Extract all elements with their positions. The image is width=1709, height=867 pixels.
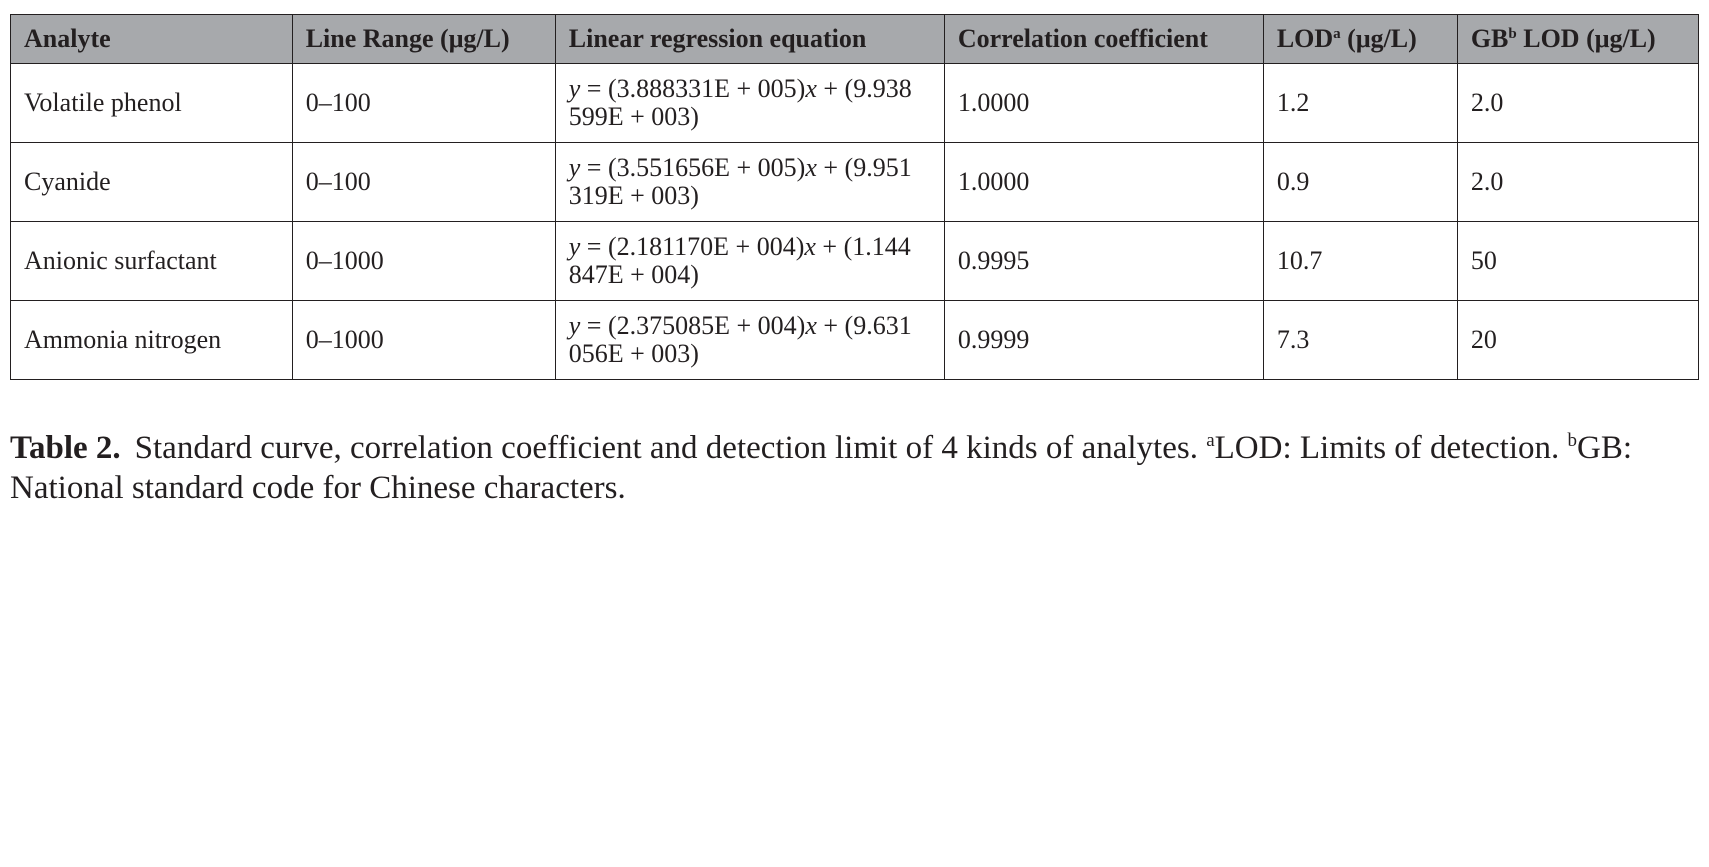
header-lod-superscript: a xyxy=(1333,26,1341,42)
equation-y: y xyxy=(568,232,581,261)
equation-slope: = (3.888331E + 005) xyxy=(580,74,806,103)
table-row xyxy=(11,301,1699,380)
cell-lod: 10.7 xyxy=(1263,222,1457,301)
equation-x: x xyxy=(805,153,817,182)
cell-analyte: Anionic surfactant xyxy=(11,222,293,301)
equation-intercept-end: 319E + 003) xyxy=(568,181,699,210)
equation-x: x xyxy=(804,232,816,261)
equation-slope: = (2.181170E + 004) xyxy=(580,232,805,261)
header-lod-text: LOD xyxy=(1276,24,1334,53)
equation-y: y xyxy=(568,74,581,103)
cell-gb-lod: 2.0 xyxy=(1457,143,1698,222)
equation-slope: = (2.375085E + 004) xyxy=(580,311,806,340)
data-table xyxy=(10,14,1699,380)
cell-correlation: 0.9999 xyxy=(944,301,1263,380)
caption-superscript-b: b xyxy=(1567,430,1577,451)
cell-range: 0–1000 xyxy=(292,301,555,380)
equation-intercept-end: 056E + 003) xyxy=(568,339,699,368)
equation-intercept-start: + (9.631 xyxy=(816,311,912,340)
header-gb-text: GB xyxy=(1470,24,1509,53)
equation-intercept-end: 599E + 003) xyxy=(568,102,699,131)
cell-equation xyxy=(555,301,944,380)
cell-lod: 0.9 xyxy=(1263,143,1457,222)
cell-lod: 1.2 xyxy=(1263,64,1457,143)
header-row xyxy=(11,15,1699,64)
caption-gb-note: GB: National standard code for Chinese characters. xyxy=(10,430,1633,506)
cell-analyte: Cyanide xyxy=(11,143,293,222)
equation-x: x xyxy=(805,311,817,340)
header-correlation: Correlation coefficient xyxy=(944,15,1263,64)
header-lod xyxy=(1263,15,1457,64)
equation-y: y xyxy=(568,311,581,340)
cell-equation xyxy=(555,143,944,222)
table-row xyxy=(11,143,1699,222)
caption-label: Table 2. xyxy=(10,430,121,466)
header-analyte: Analyte xyxy=(11,15,293,64)
header-gb-unit: LOD (μg/L) xyxy=(1516,24,1656,53)
cell-gb-lod: 2.0 xyxy=(1457,64,1698,143)
caption-lod-note: LOD: Limits of detection. xyxy=(1214,430,1568,466)
caption-text: Standard curve, correlation coefficient and detection limit of 4 kinds of analytes. xyxy=(134,430,1207,466)
equation-intercept-end: 847E + 004) xyxy=(568,260,699,289)
header-gb-superscript: b xyxy=(1508,26,1517,42)
header-line-range: Line Range (μg/L) xyxy=(292,15,555,64)
header-equation: Linear regression equation xyxy=(555,15,944,64)
cell-equation xyxy=(555,222,944,301)
table-row xyxy=(11,64,1699,143)
cell-range: 0–1000 xyxy=(292,222,555,301)
equation-intercept-start: + (9.951 xyxy=(816,153,912,182)
cell-gb-lod: 50 xyxy=(1457,222,1698,301)
cell-correlation: 1.0000 xyxy=(944,143,1263,222)
cell-gb-lod: 20 xyxy=(1457,301,1698,380)
cell-correlation: 1.0000 xyxy=(944,64,1263,143)
equation-x: x xyxy=(805,74,817,103)
header-gb-lod xyxy=(1457,15,1698,64)
cell-range: 0–100 xyxy=(292,143,555,222)
caption-superscript-a: a xyxy=(1206,430,1215,451)
cell-lod: 7.3 xyxy=(1263,301,1457,380)
cell-correlation: 0.9995 xyxy=(944,222,1263,301)
table-caption xyxy=(10,428,1690,508)
cell-equation xyxy=(555,64,944,143)
equation-intercept-start: + (1.144 xyxy=(815,232,911,261)
equation-slope: = (3.551656E + 005) xyxy=(580,153,806,182)
cell-analyte: Ammonia nitrogen xyxy=(11,301,293,380)
cell-range: 0–100 xyxy=(292,64,555,143)
cell-analyte: Volatile phenol xyxy=(11,64,293,143)
equation-intercept-start: + (9.938 xyxy=(816,74,912,103)
table-row xyxy=(11,222,1699,301)
equation-y: y xyxy=(568,153,581,182)
header-lod-unit: (μg/L) xyxy=(1340,24,1417,53)
